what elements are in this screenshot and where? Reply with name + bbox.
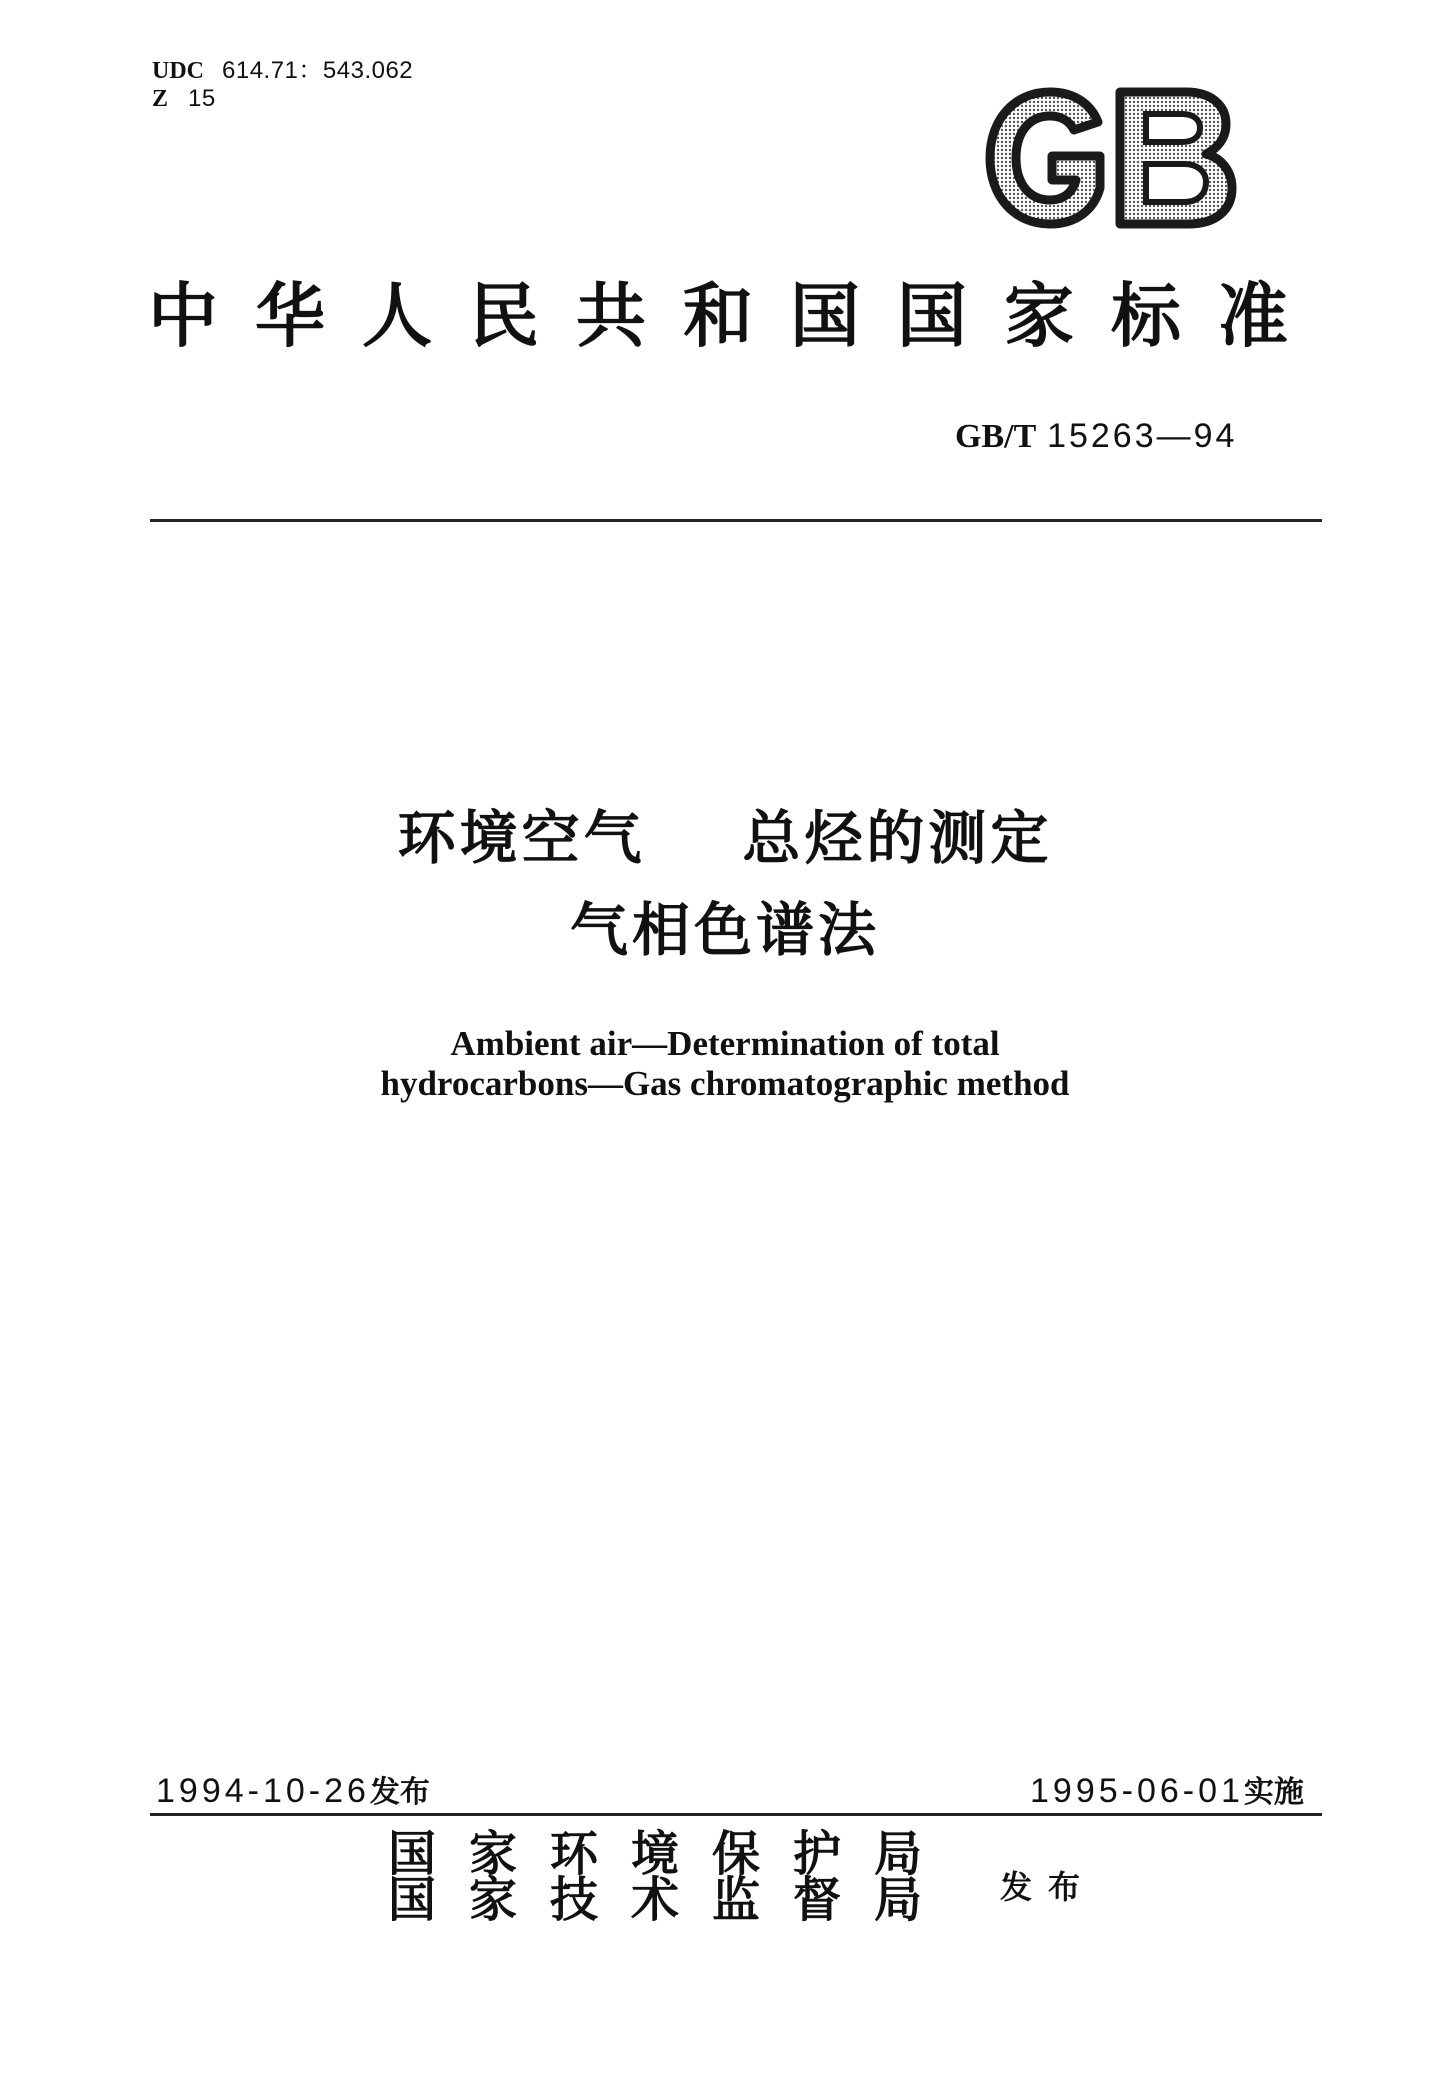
- english-title-line2: hydrocarbons—Gas chromatographic method: [380, 1064, 1070, 1103]
- english-title-line1: Ambient air—Determination of total: [450, 1024, 1000, 1063]
- effective-date-suffix: 实施: [1243, 1775, 1304, 1810]
- class-label: Z: [152, 86, 169, 112]
- issuer-technical-supervision: 国家技术监督局: [388, 1872, 956, 1928]
- udc-value: 614.71：543.062: [222, 57, 414, 84]
- header-divider: [150, 519, 1322, 522]
- udc-line: [152, 56, 413, 85]
- standard-prefix: GB/T: [955, 418, 1037, 455]
- effective-date-value: 1995-06-01: [1030, 1772, 1244, 1810]
- chinese-title-line1: 环境空气 总烃的测定: [397, 804, 1053, 872]
- chinese-title-line2: 气相色谱法: [569, 896, 880, 964]
- effective-date: [1030, 1767, 1304, 1811]
- issuer-environmental-protection: 国家环境保护局: [388, 1826, 956, 1882]
- issued-by-label: 发布: [1000, 1868, 1097, 1906]
- class-line: [152, 84, 216, 113]
- publish-date-suffix: 发布: [369, 1775, 430, 1810]
- national-standard-title: 中华人民共和国国家标准: [148, 275, 1325, 357]
- gb-logo: [980, 84, 1240, 232]
- standard-number: [955, 416, 1237, 456]
- publish-date: [156, 1767, 430, 1811]
- gb-logo-graphic: [980, 84, 1240, 232]
- footer-divider: [150, 1813, 1322, 1816]
- udc-label: UDC: [152, 58, 204, 84]
- standard-code: 15263—94: [1047, 417, 1238, 455]
- publish-date-value: 1994-10-26: [156, 1772, 370, 1810]
- class-value: 15: [188, 85, 216, 112]
